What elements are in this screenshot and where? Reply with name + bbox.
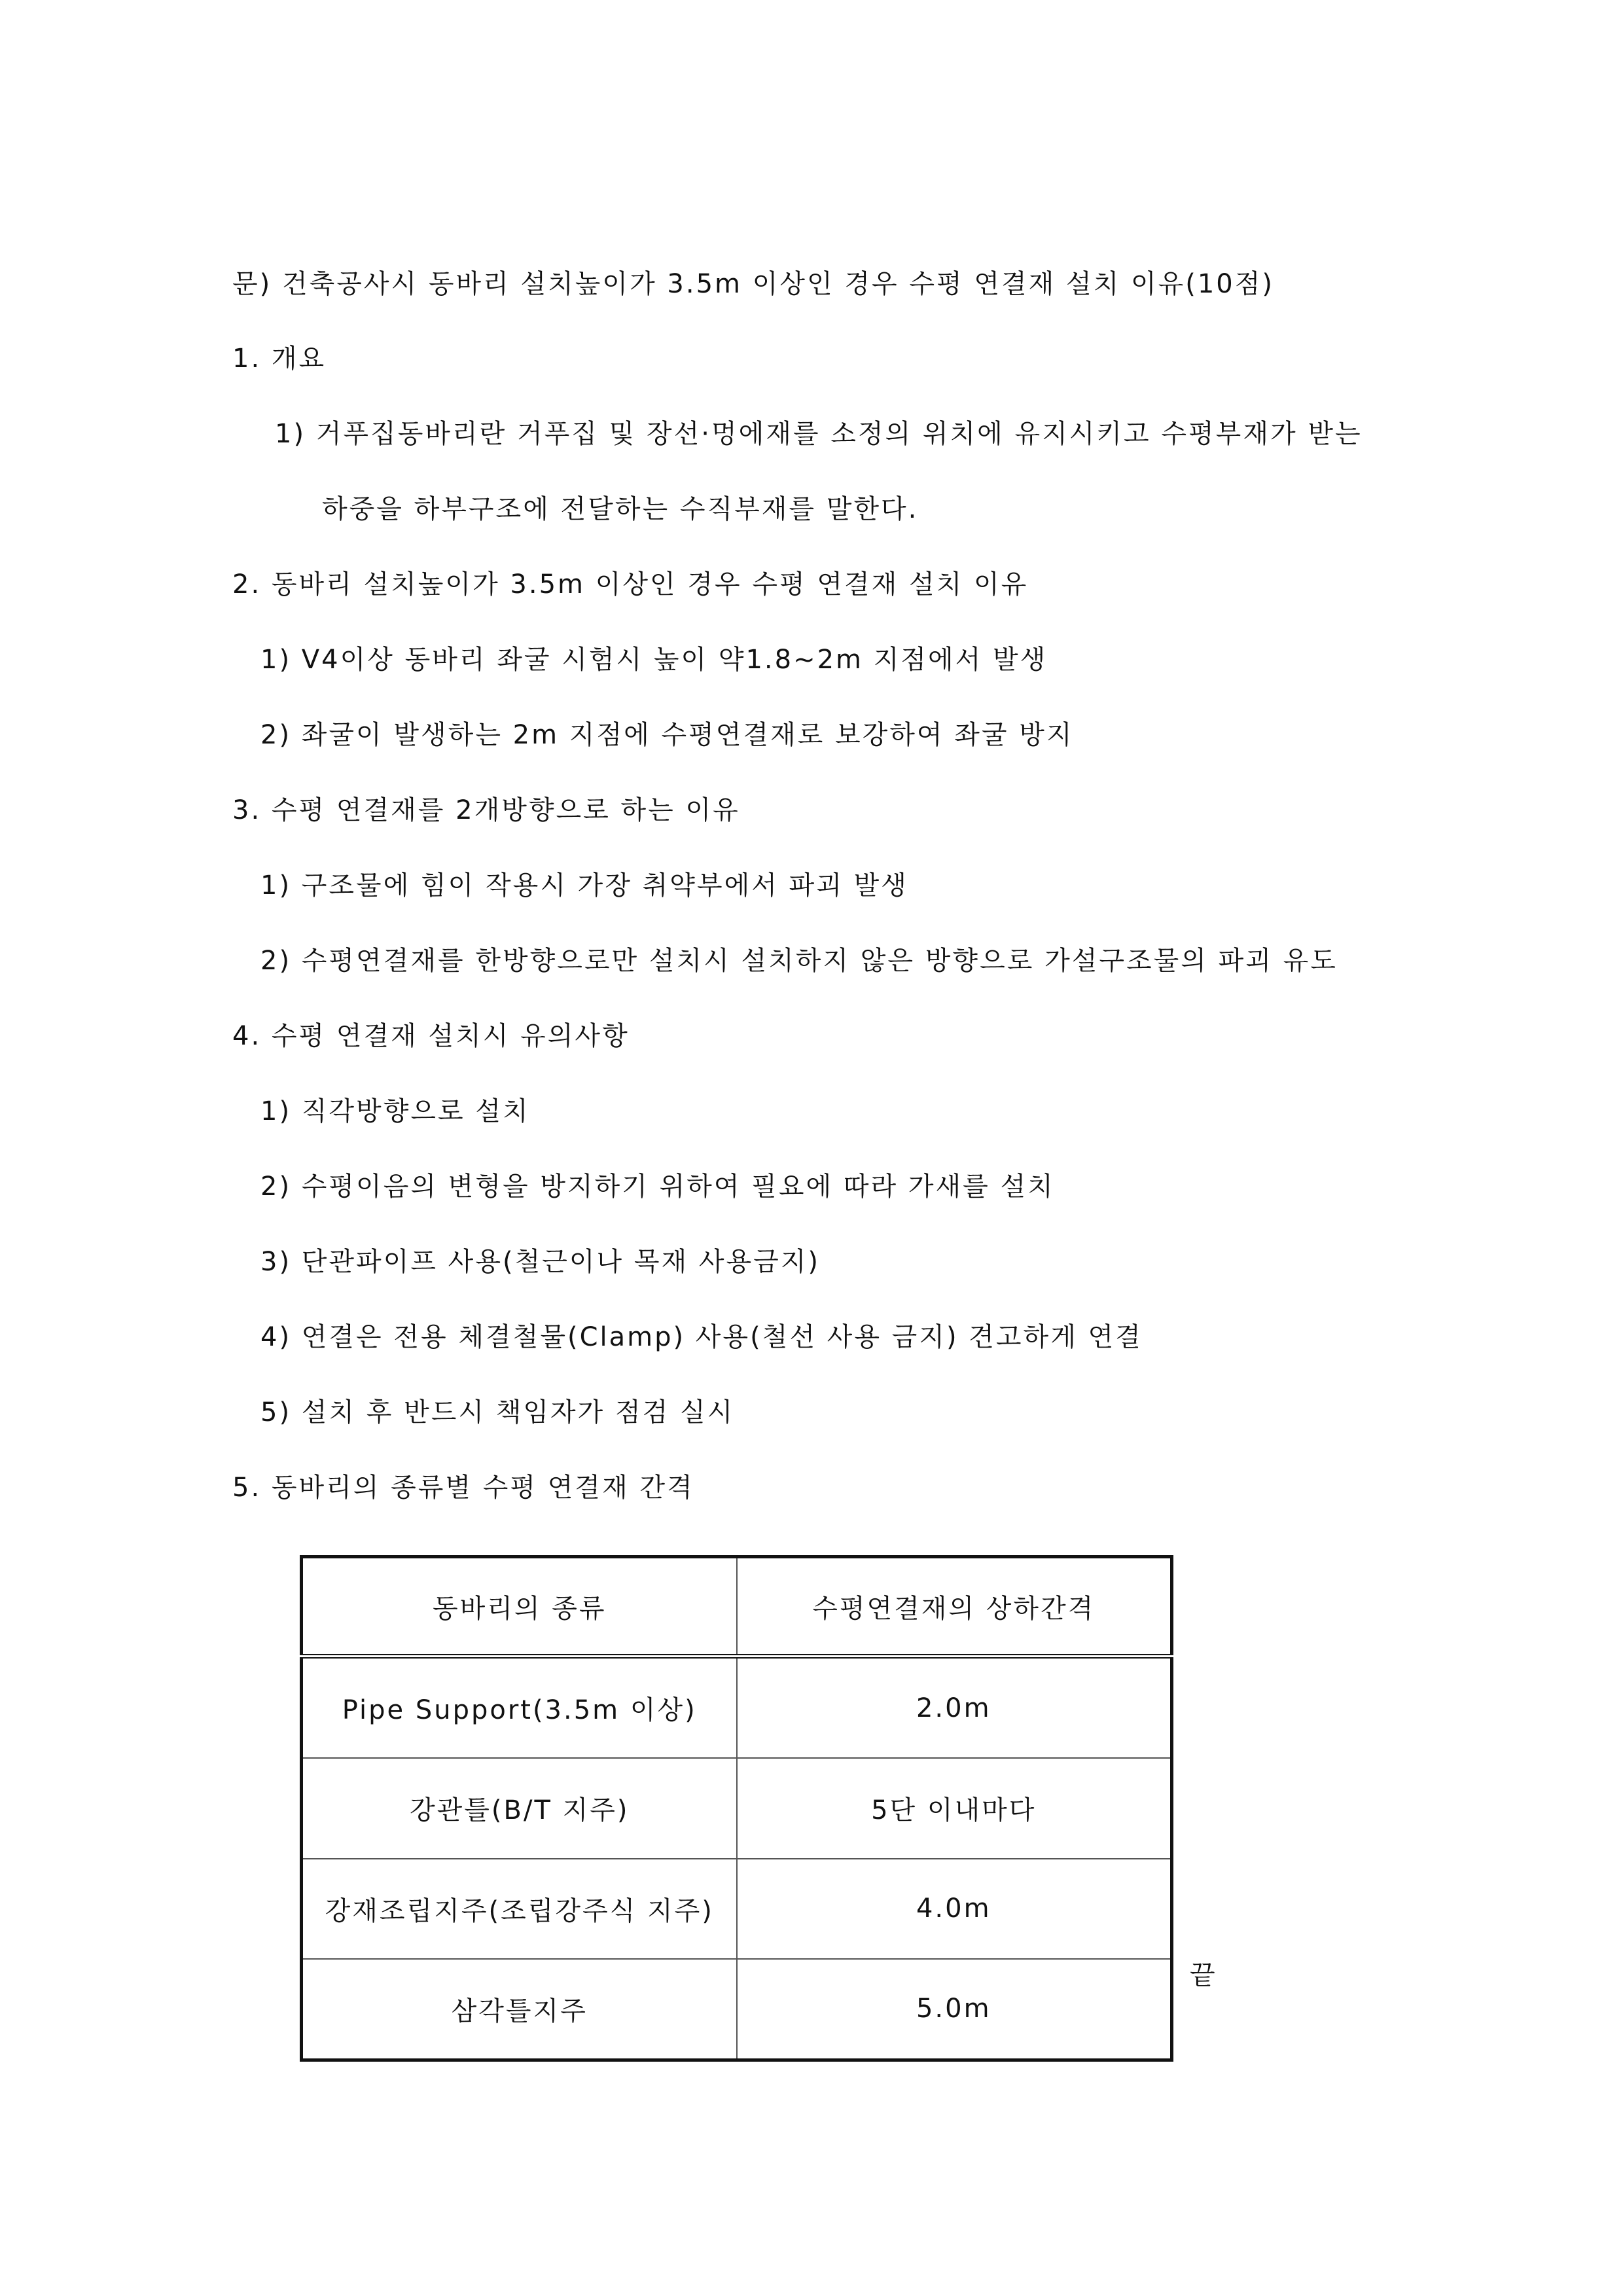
question-title: 문) 건축공사시 동바리 설치높이가 3.5m 이상인 경우 수평 연결재 설치 이유(10점) [232,269,1275,299]
table-cell-spacing: 5.0m [737,1959,1172,2060]
table-header-row [302,1557,1172,1657]
table-header-spacing: 수평연결재의 상하간격 [737,1557,1172,1657]
section-4-item-3: 3) 단관파이프 사용(철근이나 목재 사용금지) [260,1247,821,1277]
table-row [302,1959,1172,2060]
end-mark: 끝 [1190,1960,1215,1990]
section-2-heading: 2. 동바리 설치높이가 3.5m 이상인 경우 수평 연결재 설치 이유 [232,569,1029,600]
table-cell-support-type: 삼각틀지주 [302,1959,737,2060]
section-5-heading: 5. 동바리의 종류별 수평 연결재 간격 [232,1473,694,1503]
section-1-item-1: 1) 거푸집동바리란 거푸집 및 장선·멍에재를 소정의 위치에 유지시키고 수평부재가 받는 [275,419,1363,449]
section-3-item-2: 2) 수평연결재를 한방향으로만 설치시 설치하지 않은 방향으로 가설구조물의 파괴 유도 [260,946,1338,976]
section-4-item-2: 2) 수평이음의 변형을 방지하기 위하여 필요에 따라 가새를 설치 [260,1172,1055,1202]
table-cell-support-type: 강관틀(B/T 지주) [302,1758,737,1858]
table-cell-support-type: Pipe Support(3.5m 이상) [302,1657,737,1759]
section-4-item-1: 1) 직각방향으로 설치 [260,1096,530,1126]
table-row [302,1758,1172,1858]
section-1-item-1-continuation: 하중을 하부구조에 전달하는 수직부재를 말한다. [322,494,919,524]
section-1-heading: 1. 개요 [232,344,327,374]
section-4-heading: 4. 수평 연결재 설치시 유의사항 [232,1021,630,1051]
section-4-item-4: 4) 연결은 전용 체결철물(Clamp) 사용(철선 사용 금지) 견고하게 연결 [260,1322,1143,1352]
table-cell-spacing: 4.0m [737,1859,1172,1959]
support-spacing-table [300,1555,1173,2062]
section-3-heading: 3. 수평 연결재를 2개방향으로 하는 이유 [232,795,740,825]
table-cell-support-type: 강재조립지주(조립강주식 지주) [302,1859,737,1959]
section-3-item-1: 1) 구조물에 힘이 작용시 가장 취약부에서 파괴 발생 [260,870,908,901]
table-cell-spacing: 5단 이내마다 [737,1758,1172,1858]
table-row [302,1657,1172,1759]
section-4-item-5: 5) 설치 후 반드시 책임자가 점검 실시 [260,1397,735,1427]
section-2-item-2: 2) 좌굴이 발생하는 2m 지점에 수평연결재로 보강하여 좌굴 방지 [260,720,1074,750]
table-row [302,1859,1172,1959]
section-2-item-1: 1) V4이상 동바리 좌굴 시험시 높이 약1.8~2m 지점에서 발생 [260,645,1048,675]
table-cell-spacing: 2.0m [737,1657,1172,1759]
table-header-support-type: 동바리의 종류 [302,1557,737,1657]
